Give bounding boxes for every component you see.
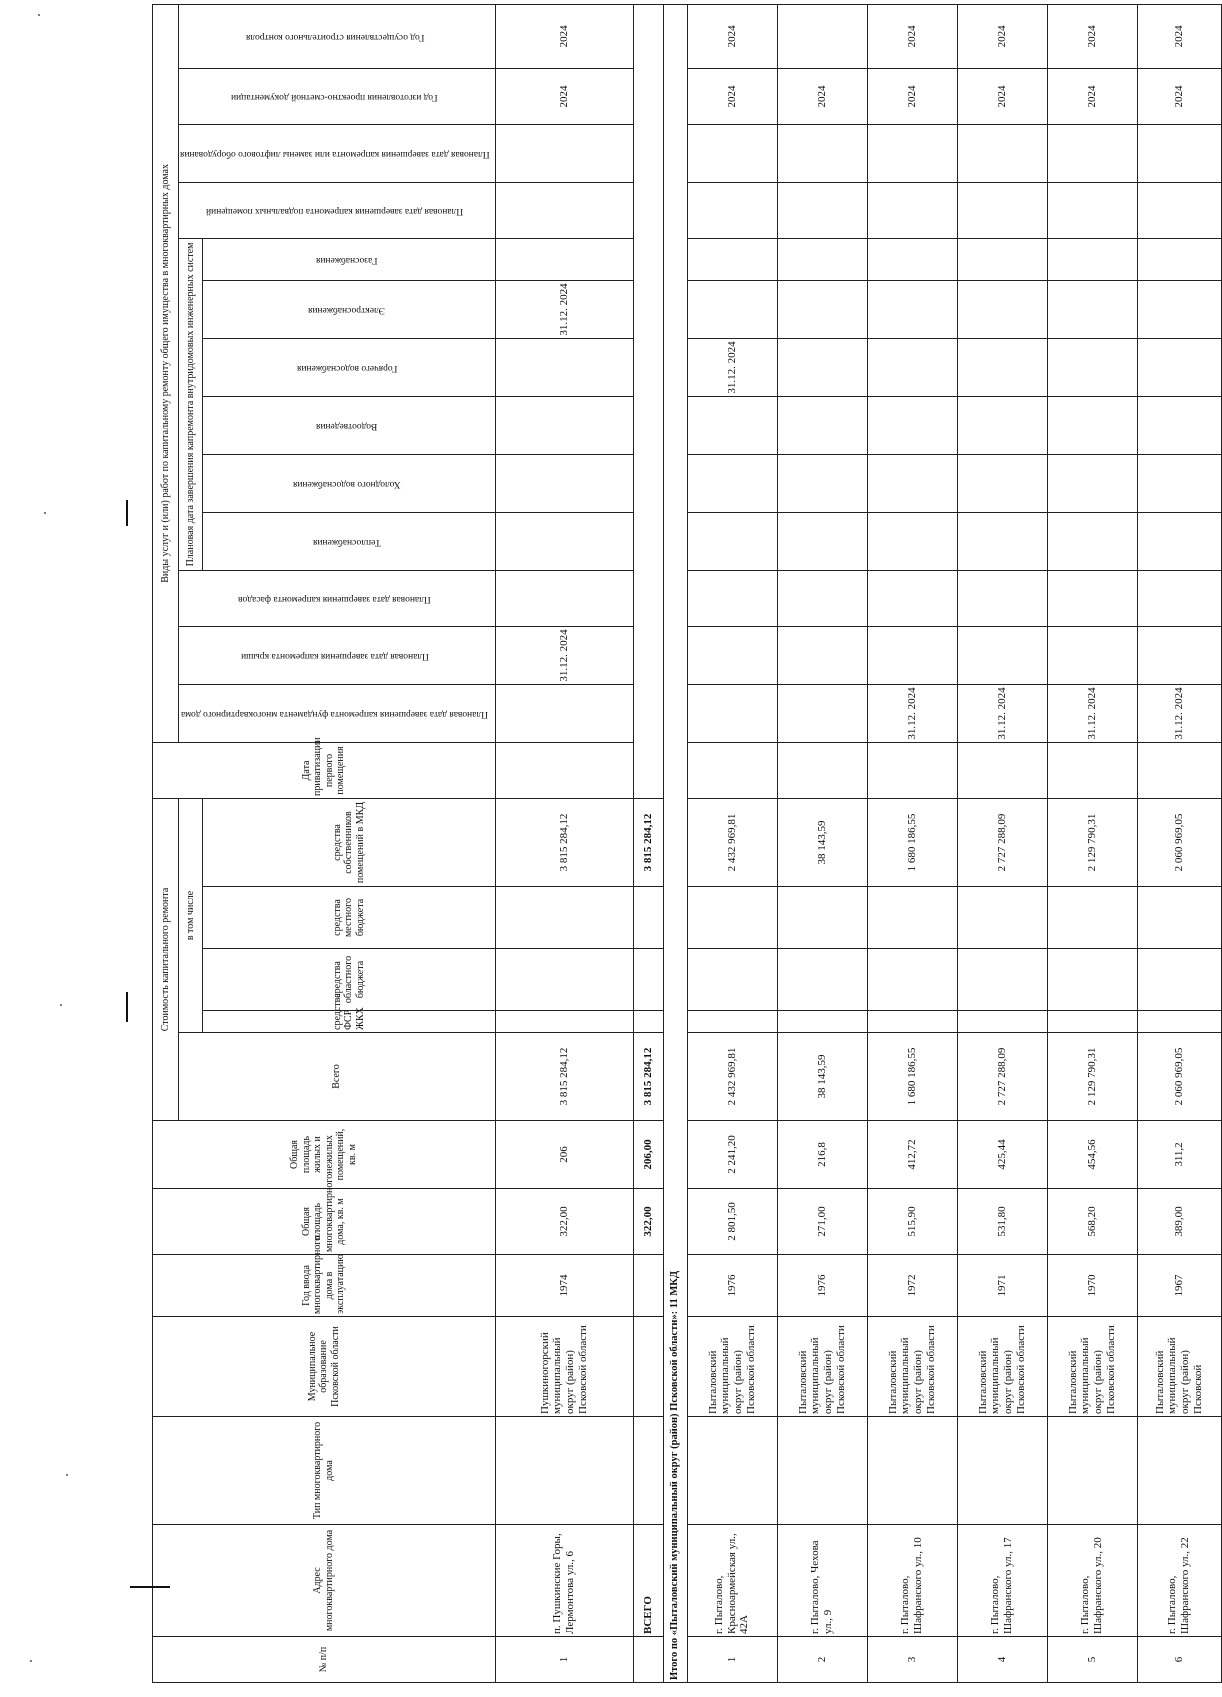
row-type [1047,1417,1137,1525]
total-type [633,1417,663,1525]
row-municipality: Пыталовский муниципальный округ (район) Псковской области [957,1317,1047,1417]
scan-mark-mid [126,992,128,1022]
row-local [777,887,867,949]
row-basement [495,182,633,238]
row-electric [1047,280,1137,338]
row-foundation: 31.12. 2024 [1137,684,1221,742]
row-living-area: 2 241,20 [687,1121,777,1189]
row-gas [687,238,777,280]
row-type [777,1417,867,1525]
row-regional [687,949,777,1011]
row-electric [687,280,777,338]
row-hot-water [957,338,1047,396]
row-year-built: 1976 [687,1255,777,1317]
row-basement [867,182,957,238]
row-facade [687,570,777,626]
row-foundation [687,684,777,742]
row-electric [1137,280,1221,338]
row-living-area: 216,8 [777,1121,867,1189]
row-facade [495,570,633,626]
row-basement [687,182,777,238]
row-gas [777,238,867,280]
row-gas [495,238,633,280]
col-electric-text: Электроснабжения [308,304,386,315]
row-type [687,1417,777,1525]
total-fsr [633,1011,663,1033]
col-address-header: Адрес многоквартирного дома [153,1525,496,1637]
row-living-area: 454,56 [1047,1121,1137,1189]
row-facade [957,570,1047,626]
row-privatization [1137,742,1221,798]
row-privatization [777,742,867,798]
col-construction-year-header [179,4,496,68]
col-regional-header: средства областного бюджета [203,949,496,1011]
row-num: 2 [777,1637,867,1683]
row-roof [1047,626,1137,684]
row-local [687,887,777,949]
row-design-year: 2024 [1047,68,1137,124]
row-design-year: 2024 [1137,68,1221,124]
table-row [495,4,633,1682]
section-title: Итого по «Пыталовский муниципальный округ (район) Псковской области»: 11 МКД [663,4,687,1682]
col-basement-text: Плановая дата завершения капремонта подвальных помещений [206,205,464,216]
table-row [957,4,1047,1682]
row-roof [687,626,777,684]
col-fsr-header: средства ФСР ЖКХ [203,1011,496,1033]
col-privatization-header: Дата приватизации первого помещения [153,742,496,798]
row-regional [957,949,1047,1011]
row-year-built: 1972 [867,1255,957,1317]
col-roof-header [179,626,496,684]
row-local [495,887,633,949]
row-owners: 2 129 790,31 [1047,798,1137,886]
row-regional [777,949,867,1011]
row-owners: 2 432 969,81 [687,798,777,886]
row-num: 5 [1047,1637,1137,1683]
row-total-area: 322,00 [495,1189,633,1255]
col-total-area-header: Общая площадь многоквартирного дома, кв. м [153,1189,496,1255]
row-sewer [687,396,777,454]
row-municipality: Пушкиногорский муниципальный округ (район) Псковской области [495,1317,633,1417]
row-heat [495,512,633,570]
row-roof [1137,626,1221,684]
row-local [957,887,1047,949]
col-living-area-header: Общая площадь жилых и нежилых помещений, кв. м [153,1121,496,1189]
total-regional [633,949,663,1011]
row-type [1137,1417,1221,1525]
row-elevator [1047,124,1137,182]
col-facade-text: Плановая дата завершения капремонта фасадов [238,593,432,604]
col-elevator-header [179,124,496,182]
row-year-built: 1967 [1137,1255,1221,1317]
row-total-cost: 2 432 969,81 [687,1033,777,1121]
col-hot-water-header [203,338,496,396]
col-sewer-header [203,396,496,454]
row-municipality: Пыталовский муниципальный округ (район) Псковской [1137,1317,1221,1417]
row-address: г. Пыталово, Шафранского ул., 20 [1047,1525,1137,1637]
table-row [1137,4,1221,1682]
row-design-year: 2024 [495,68,633,124]
row-sewer [495,396,633,454]
row-year-built: 1976 [777,1255,867,1317]
table-row [777,4,867,1682]
row-cold-water [867,454,957,512]
col-foundation-header [179,684,496,742]
row-address: г. Пыталово, Чехова ул., 9 [777,1525,867,1637]
row-construction-year: 2024 [687,4,777,68]
row-total-area: 568,20 [1047,1189,1137,1255]
row-construction-year [777,4,867,68]
row-owners: 2 727 288,09 [957,798,1047,886]
col-foundation-text: Плановая дата завершения капремонта фундамента многоквартирного дома [181,708,489,719]
row-cold-water [687,454,777,512]
row-heat [867,512,957,570]
col-electric-header [203,280,496,338]
total-municipality [633,1317,663,1417]
col-local-header: средства местного бюджета [203,887,496,949]
works-group-header: Виды услуг и (или) работ по капитальному ремонту общего имущества в многоквартирных домах [153,4,179,742]
row-fsr [495,1011,633,1033]
row-total-cost: 2 727 288,09 [957,1033,1047,1121]
row-elevator [687,124,777,182]
col-year-built-header: Год ввода многоквартирного дома в эксплуатацию [153,1255,496,1317]
col-design-year-text: Год изготовления проектно-сметной документации [231,91,439,102]
scan-dust [38,14,40,16]
row-total-area: 389,00 [1137,1189,1221,1255]
row-hot-water [867,338,957,396]
col-num-header: № п/п [153,1637,496,1683]
row-cold-water [777,454,867,512]
row-design-year: 2024 [777,68,867,124]
row-num: 3 [867,1637,957,1683]
row-living-area: 425,44 [957,1121,1047,1189]
row-elevator [867,124,957,182]
row-total-cost: 2 129 790,31 [1047,1033,1137,1121]
table-row [1047,4,1137,1682]
row-regional [1047,949,1137,1011]
row-construction-year: 2024 [957,4,1047,68]
row-hot-water [777,338,867,396]
systems-group-header: Плановая дата завершения капремонта внутридомовых инженерных систем [179,238,203,570]
total-empty [633,4,663,798]
row-basement [1047,182,1137,238]
row-sewer [1137,396,1221,454]
cost-group-header: Стоимость капитального ремонта [153,798,179,1120]
row-address: г. Пыталово, Шафранского ул., 10 [867,1525,957,1637]
row-sewer [777,396,867,454]
row-elevator [495,124,633,182]
col-heat-text: Теплоснабжения [312,536,381,547]
row-num: 4 [957,1637,1047,1683]
row-municipality: Пыталовский муниципальный округ (район) Псковской области [687,1317,777,1417]
row-basement [777,182,867,238]
row-total-cost: 3 815 284,12 [495,1033,633,1121]
row-fsr [1047,1011,1137,1033]
row-cold-water [1137,454,1221,512]
row-heat [687,512,777,570]
row-heat [1047,512,1137,570]
row-facade [777,570,867,626]
row-heat [777,512,867,570]
total-year-built [633,1255,663,1317]
row-basement [1137,182,1221,238]
row-foundation: 31.12. 2024 [1047,684,1137,742]
col-cold-water-text: Холодного водоснабжения [293,478,401,489]
col-design-year-header [179,68,496,124]
row-construction-year: 2024 [495,4,633,68]
row-construction-year: 2024 [1137,4,1221,68]
row-year-built: 1970 [1047,1255,1137,1317]
scan-mark-upper [126,500,128,526]
row-heat [1137,512,1221,570]
row-year-built: 1971 [957,1255,1047,1317]
row-fsr [867,1011,957,1033]
scan-mark-top [130,1586,170,1588]
row-owners: 38 143,59 [777,798,867,886]
total-local [633,887,663,949]
row-facade [1137,570,1221,626]
row-type [867,1417,957,1525]
row-num: 6 [1137,1637,1221,1683]
row-municipality: Пыталовский муниципальный округ (район) Псковской области [1047,1317,1137,1417]
row-municipality: Пыталовский муниципальный округ (район) Псковской области [777,1317,867,1417]
row-privatization [495,742,633,798]
row-hot-water [1047,338,1137,396]
scan-dust [30,1660,32,1662]
table-row [687,4,777,1682]
row-construction-year: 2024 [867,4,957,68]
row-living-area: 311,2 [1137,1121,1221,1189]
row-electric [957,280,1047,338]
row-roof: 31.12. 2024 [495,626,633,684]
row-local [1137,887,1221,949]
row-total-area: 531,80 [957,1189,1047,1255]
table-row [867,4,957,1682]
row-regional [495,949,633,1011]
capital-repair-table [152,4,1222,1683]
row-design-year: 2024 [957,68,1047,124]
row-year-built: 1974 [495,1255,633,1317]
row-elevator [1137,124,1221,182]
total-num [633,1637,663,1683]
row-foundation: 31.12. 2024 [867,684,957,742]
row-gas [1047,238,1137,280]
row-hot-water [495,338,633,396]
row-fsr [777,1011,867,1033]
row-local [1047,887,1137,949]
in-that-number-header: в том числе [179,798,203,1032]
row-fsr [1137,1011,1221,1033]
row-privatization [687,742,777,798]
row-electric [777,280,867,338]
row-design-year: 2024 [687,68,777,124]
row-total-cost: 38 143,59 [777,1033,867,1121]
row-gas [867,238,957,280]
row-elevator [957,124,1047,182]
total-total-cost: 3 815 284,12 [633,1033,663,1121]
col-hot-water-text: Горячего водоснабжения [296,362,397,373]
total-living-area: 206,00 [633,1121,663,1189]
row-roof [957,626,1047,684]
col-type-header: Тип многоквартирного дома [153,1417,496,1525]
row-address: г. Пыталово, Шафранского ул., 22 [1137,1525,1221,1637]
row-sewer [957,396,1047,454]
col-construction-year-text: Год осуществления строительного контроля [245,31,424,42]
col-roof-text: Плановая дата завершения капремонта крыши [240,650,429,661]
col-basement-header [179,182,496,238]
row-construction-year: 2024 [1047,4,1137,68]
row-foundation [777,684,867,742]
row-electric: 31.12. 2024 [495,280,633,338]
total-total-area: 322,00 [633,1189,663,1255]
row-gas [1137,238,1221,280]
row-privatization [1047,742,1137,798]
row-address: г. Пыталово, Красноармейская ул., 42А [687,1525,777,1637]
col-owners-header: средства собственников помещений в МКД [203,798,496,886]
row-type [495,1417,633,1525]
row-electric [867,280,957,338]
row-owners: 2 060 969,05 [1137,798,1221,886]
row-address: п. Пушкинские Горы, Лермонтова ул., 6 [495,1525,633,1637]
row-privatization [957,742,1047,798]
row-municipality: Пыталовский муниципальный округ (район) Псковской области [867,1317,957,1417]
row-gas [957,238,1047,280]
col-municipality-header: Муниципальное образование Псковской области [153,1317,496,1417]
row-regional [867,949,957,1011]
col-heat-header [203,512,496,570]
col-total-cost-header: Всего [179,1033,496,1121]
row-basement [957,182,1047,238]
row-type [957,1417,1047,1525]
row-total-area: 2 801,50 [687,1189,777,1255]
col-gas-text: Газоснабжения [316,254,378,265]
row-facade [867,570,957,626]
row-cold-water [495,454,633,512]
row-num: 1 [495,1637,633,1683]
row-foundation [495,684,633,742]
row-regional [1137,949,1221,1011]
col-elevator-text: Плановая дата завершения капремонта или замены лифтового оборудования [180,148,490,159]
row-cold-water [1047,454,1137,512]
row-heat [957,512,1047,570]
row-total-area: 515,90 [867,1189,957,1255]
row-total-cost: 1 680 186,55 [867,1033,957,1121]
section-row [663,4,687,1682]
col-facade-header [179,570,496,626]
row-living-area: 412,72 [867,1121,957,1189]
col-sewer-text: Водоотведения [316,420,378,431]
scan-dust [66,1474,68,1476]
row-total-area: 271,00 [777,1189,867,1255]
row-foundation: 31.12. 2024 [957,684,1047,742]
row-owners: 1 680 186,55 [867,798,957,886]
col-gas-header [203,238,496,280]
row-facade [1047,570,1137,626]
row-roof [867,626,957,684]
col-cold-water-header [203,454,496,512]
total-label: ВСЕГО [633,1525,663,1637]
scan-dust [60,1004,62,1006]
row-living-area: 206 [495,1121,633,1189]
row-hot-water: 31.12. 2024 [687,338,777,396]
row-sewer [1047,396,1137,454]
row-roof [777,626,867,684]
row-local [867,887,957,949]
total-row [633,4,663,1682]
row-elevator [777,124,867,182]
row-fsr [687,1011,777,1033]
row-address: г. Пыталово, Шафранского ул., 17 [957,1525,1047,1637]
row-privatization [867,742,957,798]
row-fsr [957,1011,1047,1033]
row-total-cost: 2 060 969,05 [1137,1033,1221,1121]
row-cold-water [957,454,1047,512]
scan-dust [44,512,46,514]
row-num: 1 [687,1637,777,1683]
row-design-year: 2024 [867,68,957,124]
row-sewer [867,396,957,454]
row-owners: 3 815 284,12 [495,798,633,886]
total-owners: 3 815 284,12 [633,798,663,886]
row-hot-water [1137,338,1221,396]
